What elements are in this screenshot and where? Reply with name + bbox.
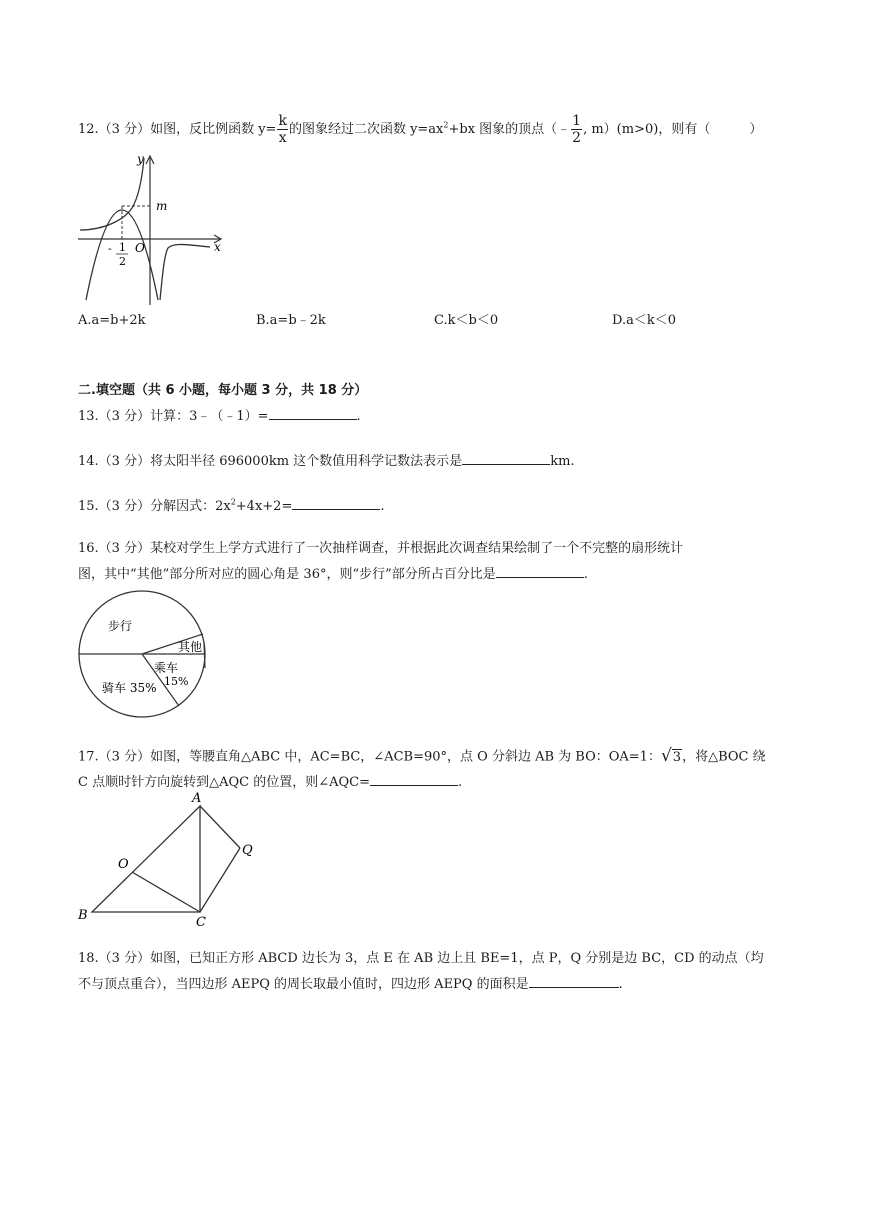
q17-line1 — [78, 745, 766, 769]
q13-end: . — [356, 409, 361, 424]
half-den-label: 2 — [119, 255, 126, 268]
q14-text: 14.（3 分）将太阳半径 696000km 这个数值用科学记数法表示是 — [78, 454, 463, 469]
q17-answer-blank — [370, 771, 458, 786]
pie-label-bus-value: 15% — [164, 675, 189, 688]
q12-option-b: B.a=b﹣2k — [256, 313, 326, 328]
q18-answer-blank — [529, 973, 619, 988]
q12-fraction-half — [571, 113, 582, 146]
half-num-label: 1 — [119, 241, 126, 254]
q13 — [78, 405, 361, 426]
q12-text-a: 12.（3 分）如图，反比例函数 y= — [78, 122, 277, 137]
q16-line1: 16.（3 分）某校对学生上学方式进行了一次抽样调查，并根据此次调查结果绘制了一个不完整的扇形统计 — [78, 541, 684, 556]
q13-answer-blank — [269, 405, 357, 420]
q12-graph — [74, 150, 234, 310]
q12-vfrac-num: 1 — [572, 113, 582, 129]
q17-figure — [74, 788, 264, 928]
q12-fraction-k-over-x — [277, 113, 287, 146]
q14-answer-blank — [462, 450, 550, 465]
q18-line2 — [78, 973, 623, 994]
y-label: y — [137, 152, 144, 166]
q12-frac-den: x — [278, 130, 287, 146]
segment-aq — [200, 806, 240, 848]
q12-text-b: 的图象经过二次函数 y=ax — [288, 122, 444, 137]
q18-line2-text: 不与顶点重合），当四边形 AEPQ 的周长取最小值时，四边形 AEPQ 的面积是 — [78, 977, 529, 992]
q12-option-d: D.a＜k＜0 — [612, 313, 676, 328]
q18-line1: 18.（3 分）如图，已知正方形 ABCD 边长为 3，点 E 在 AB 边上且 BE=1，点 P，Q 分别是边 BC，CD 的动点（均 — [78, 951, 764, 966]
q12-stem — [78, 113, 762, 146]
q12-text-d: , m）(m>0)，则有（ ） — [583, 122, 763, 137]
hyperbola-right-branch — [160, 244, 210, 300]
q15-end: . — [380, 499, 385, 514]
pie-label-other: 其他 — [178, 640, 203, 654]
point-a-label: A — [192, 791, 202, 806]
q17-line2-text: C 点顺时针方向旋转到△AQC 的位置，则∠AQC= — [78, 775, 370, 790]
point-c-label: C — [196, 915, 206, 928]
q12-sup2: 2 — [443, 120, 449, 130]
segment-qc — [200, 848, 240, 912]
pie-chart — [76, 588, 216, 723]
q15-sup2: 2 — [230, 497, 236, 507]
triangle-abc — [92, 806, 200, 912]
q15 — [78, 495, 384, 516]
q16-end: . — [583, 567, 588, 582]
q15-answer-blank — [292, 495, 380, 510]
q16-line2-text: 图，其中“其他”部分所对应的圆心角是 36°，则“步行”部分所占百分比是 — [78, 567, 496, 582]
origin-label: O — [135, 241, 145, 255]
point-q-label: Q — [242, 843, 253, 858]
q17-end: . — [457, 775, 463, 790]
q18-end: . — [618, 977, 623, 992]
pie-label-bike: 骑车 35% — [102, 681, 157, 695]
pie-label-bus: 乘车 — [154, 661, 179, 675]
q13-text: 13.（3 分）计算：3﹣（﹣1）= — [78, 409, 269, 424]
q12-option-c: C.k＜b＜0 — [434, 313, 499, 328]
x-label: x — [214, 240, 221, 254]
q17-sqrt-value: 3 — [672, 750, 682, 765]
q17-line1-text-b: ，将△BOC 绕 — [682, 749, 766, 765]
q12-frac-num: k — [278, 113, 287, 129]
pie-label-walk: 步行 — [108, 619, 133, 633]
q14 — [78, 450, 575, 471]
q17-sqrt3: √3 — [660, 746, 682, 766]
section2-title: 二.填空题（共 6 小题，每小题 3 分，共 18 分） — [78, 383, 368, 398]
point-b-label: B — [78, 908, 88, 923]
q12-text-c: +bx 图象的顶点（﹣ — [448, 122, 571, 137]
q12-option-a: A.a=b+2k — [78, 313, 146, 328]
q15-text-a: 15.（3 分）分解因式：2x — [78, 499, 231, 514]
hyperbola-left-branch — [80, 158, 144, 230]
q15-text-b: +4x+2= — [235, 499, 293, 514]
m-label: m — [156, 199, 168, 213]
q16-answer-blank — [496, 563, 584, 578]
q12-vfrac-den: 2 — [572, 130, 582, 146]
point-o-label: O — [118, 857, 129, 872]
neg-sign-label: - — [108, 242, 112, 255]
q14-end: km. — [550, 454, 575, 469]
q16-line2 — [78, 563, 588, 584]
q17-line1-text-a: 17.（3 分）如图，等腰直角△ABC 中，AC=BC，∠ACB=90°，点 O 分斜边 AB 为 BO：OA=1： — [78, 749, 661, 765]
segment-oc — [132, 872, 200, 912]
